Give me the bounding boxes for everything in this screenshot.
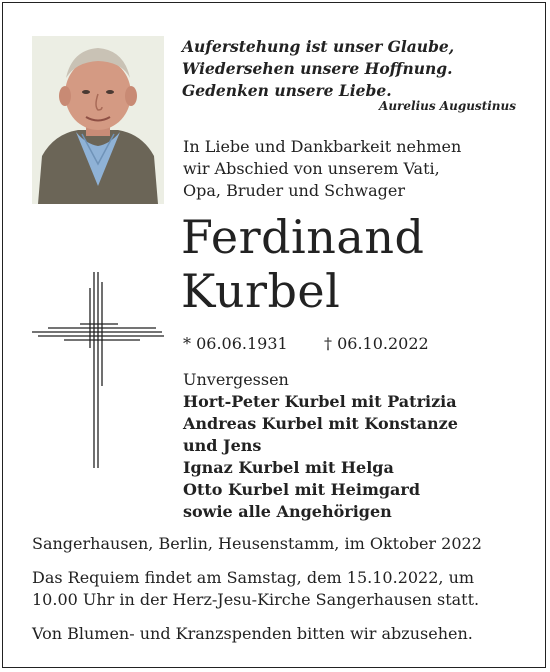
death-date: † 06.10.2022	[324, 334, 429, 353]
mourner-line: Hort-Peter Kurbel mit Patrizia	[183, 392, 457, 411]
requiem-line: Das Requiem findet am Samstag, dem 15.10.2022, um	[32, 568, 475, 587]
flowers-note: Von Blumen- und Kranzspenden bitten wir abzusehen.	[32, 624, 473, 643]
first-name: Ferdinand	[181, 210, 425, 264]
birth-date: * 06.06.1931	[183, 334, 288, 353]
portrait-photo	[32, 36, 164, 204]
deceased-name	[181, 210, 521, 318]
place-date: Sangerhausen, Berlin, Heusenstamm, im Oktober 2022	[32, 534, 482, 553]
mourner-line: sowie alle Angehörigen	[183, 502, 392, 521]
quote-line: Wiedersehen unsere Hoffnung.	[182, 59, 453, 78]
intro-text	[183, 136, 513, 202]
mourner-line: Andreas Kurbel mit Konstanze	[183, 414, 458, 433]
mourner-line: und Jens	[183, 436, 262, 455]
intro-line: wir Abschied von unserem Vati,	[183, 159, 440, 178]
requiem-info	[32, 567, 522, 611]
quote	[182, 36, 512, 102]
intro-line: In Liebe und Dankbarkeit nehmen	[183, 137, 462, 156]
mourner-line: Otto Kurbel mit Heimgard	[183, 480, 421, 499]
mourners-heading: Unvergessen	[183, 370, 289, 389]
mourner-line: Ignaz Kurbel mit Helga	[183, 458, 394, 477]
quote-line: Auferstehung ist unser Glaube,	[182, 37, 455, 56]
requiem-line: 10.00 Uhr in der Herz-Jesu-Kirche Sangerhausen statt.	[32, 590, 480, 609]
quote-author: Aurelius Augustinus	[379, 99, 516, 113]
quote-line: Gedenken unsere Liebe.	[182, 81, 392, 100]
cross-icon	[28, 268, 168, 472]
intro-line: Opa, Bruder und Schwager	[183, 181, 405, 200]
mourners-list	[183, 369, 523, 523]
last-name: Kurbel	[181, 264, 341, 318]
portrait-illustration	[32, 36, 164, 204]
